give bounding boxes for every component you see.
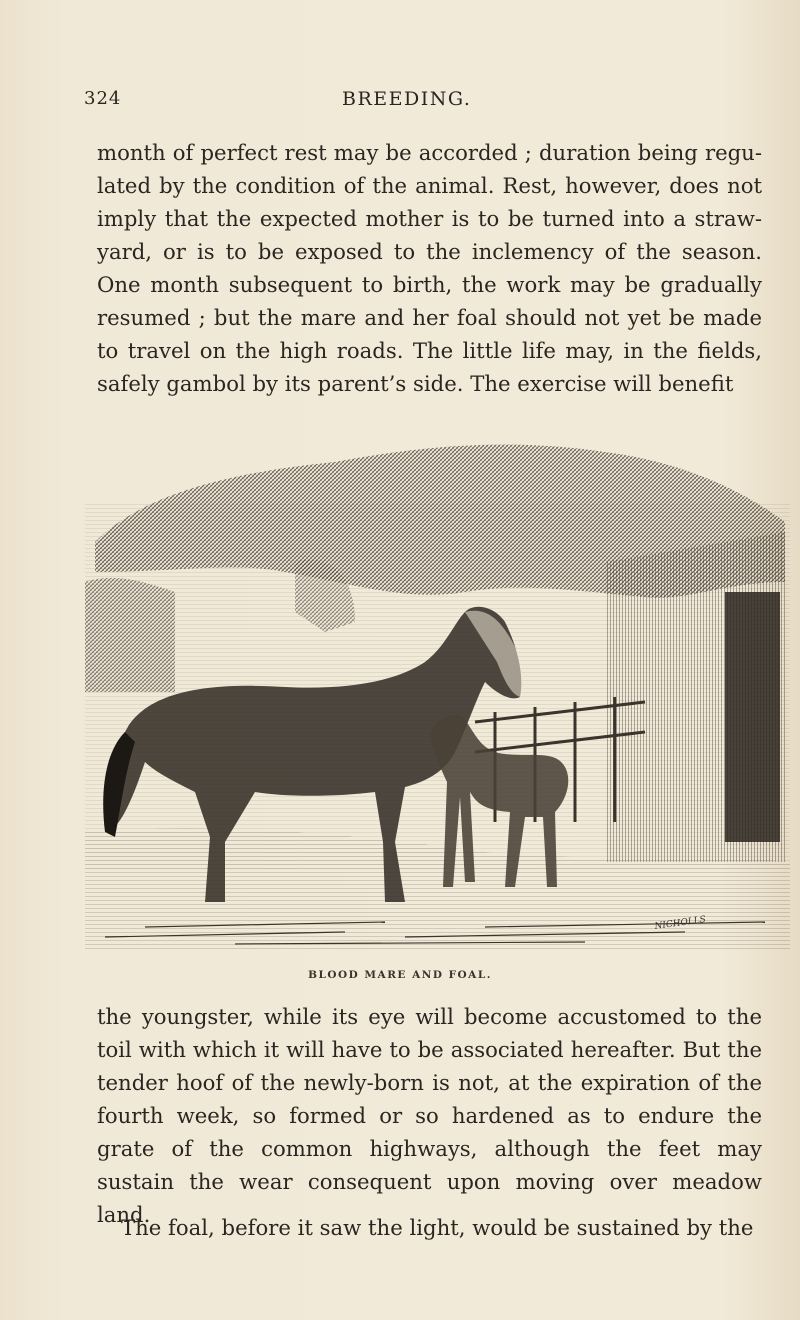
paragraph-1: month of perfect rest may be accorded ; duration being regu-lated by the condition of the animal. Rest, however, does not imply that the expected mother is to be turned into a straw-yard, or is to be exposed to the inclemency of the season. One month subsequent to birth, the work may be gradually resumed ; but the mare and her foal should not yet be made to travel on the high roads. The little life may, in the fields, safely gambol by its parent’s side. The exercise will benefit bbox=[97, 140, 762, 396]
page-number: 324 bbox=[84, 88, 122, 109]
figure-caption: BLOOD MARE AND FOAL. bbox=[308, 969, 492, 981]
engraving-blood-mare-and-foal bbox=[85, 432, 790, 957]
running-head: BREEDING. bbox=[342, 88, 472, 110]
engraver-signature: NICHOLLS bbox=[654, 914, 707, 932]
distant-trees-left bbox=[85, 578, 175, 692]
paragraph-2: the youngster, while its eye will become accustomed to the toil with which it will have to be associated hereafter. But the tender hoof of the newly-born is not, at the expiration of the fourth week, so formed or so hardened as to endure the grate of the common highways, although the feet may sustain the wear consequent upon moving over meadow land. bbox=[97, 1004, 762, 1227]
engraving-illustration bbox=[85, 432, 790, 957]
stable-door bbox=[725, 592, 780, 842]
paragraph-3: The foal, before it saw the light, would be sustained by the bbox=[121, 1215, 754, 1240]
page-header bbox=[0, 88, 800, 118]
